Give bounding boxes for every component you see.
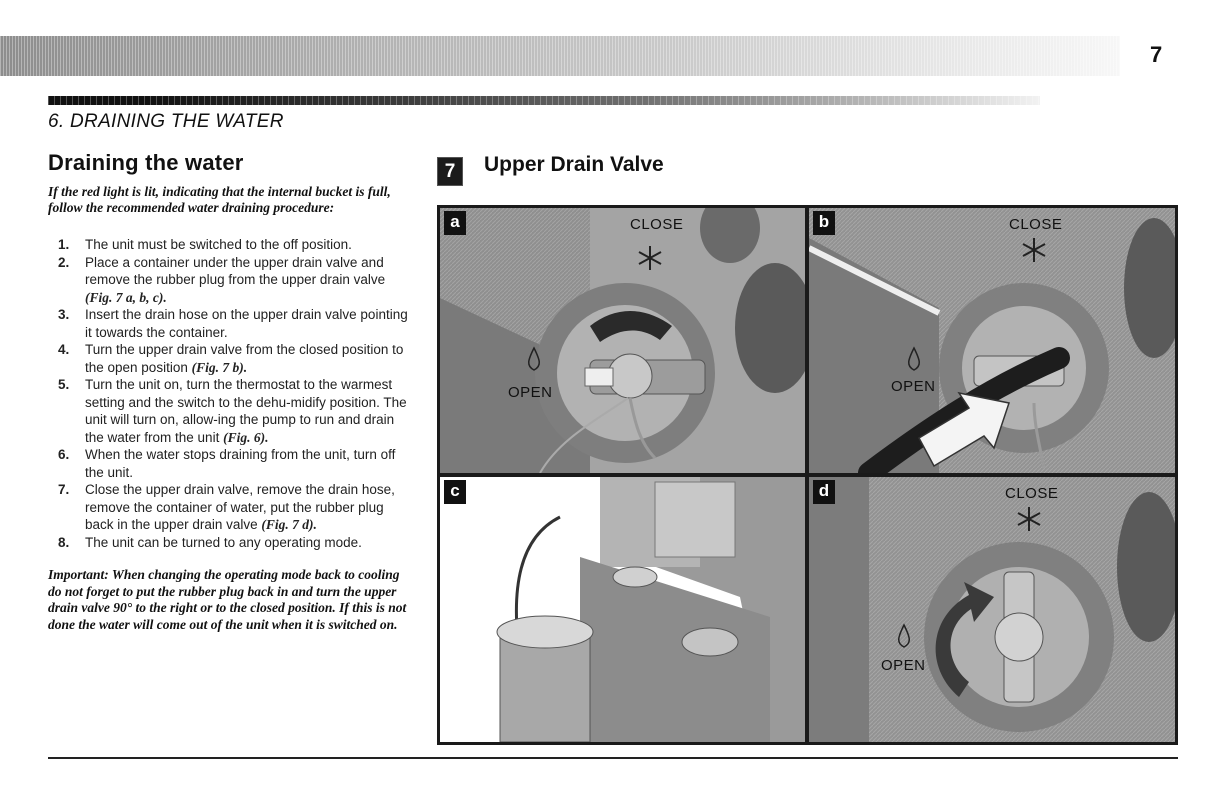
important-note: Important: When changing the operating mode back to cooling do not forget to put the rubber plug back in and turn the upper drain valve 90° to the right or to the closed position. If this is not done the water will come out of the unit when it is switched on. xyxy=(48,567,407,632)
step-item xyxy=(48,376,408,446)
step-body: Turn the upper drain valve from the closed position to the open position xyxy=(85,342,404,375)
page-number: 7 xyxy=(1150,42,1163,67)
panel-letter: b xyxy=(813,211,835,235)
step-item xyxy=(48,254,408,307)
footer-rule xyxy=(48,757,1178,759)
step-body: Place a container under the upper drain valve and remove the rubber plug from the upper drain valve xyxy=(85,254,386,287)
step-fig-ref: (Fig. 7 a, b, c). xyxy=(85,289,167,305)
open-label: OPEN xyxy=(508,384,553,401)
step-body: The unit must be switched to the off position. xyxy=(85,237,352,252)
panel-c-illustration xyxy=(440,477,805,742)
panel-a-illustration xyxy=(440,208,805,473)
step-fig-ref: (Fig. 7 d). xyxy=(261,517,317,532)
panel-letter: d xyxy=(813,480,835,504)
figure-panel-b xyxy=(809,208,1175,473)
open-label: OPEN xyxy=(881,657,926,674)
figure-title: Upper Drain Valve xyxy=(484,153,664,176)
figure-panel-d xyxy=(809,477,1175,742)
panel-letter: c xyxy=(444,480,466,504)
panel-b-illustration xyxy=(809,208,1175,473)
step-text xyxy=(85,446,408,481)
instructions-column xyxy=(48,150,408,633)
step-number: 6. xyxy=(58,447,70,462)
step-text xyxy=(85,376,408,446)
step-text xyxy=(85,236,408,254)
step-number: 5. xyxy=(58,377,70,392)
step-number: 7. xyxy=(58,482,70,497)
header-decorative-band xyxy=(0,36,1120,76)
drain-valve-figure xyxy=(437,205,1178,745)
close-label: CLOSE xyxy=(1009,216,1063,233)
step-item xyxy=(48,534,408,552)
figure-panel-c xyxy=(440,477,805,742)
close-label: CLOSE xyxy=(1005,485,1059,502)
step-item xyxy=(48,341,408,376)
intro-text: If the red light is lit, indicating that the internal bucket is full, follow the recommended water draining procedure: xyxy=(48,184,391,215)
header-rule xyxy=(48,96,1040,105)
section-title: 6. DRAINING THE WATER xyxy=(48,111,284,132)
step-fig-ref: (Fig. 6). xyxy=(223,429,269,445)
step-number: 2. xyxy=(58,254,70,270)
step-number: 4. xyxy=(58,342,70,357)
panel-letter: a xyxy=(444,211,466,235)
steps-list xyxy=(48,236,408,551)
step-item xyxy=(48,236,408,254)
step-body: Close the upper drain valve, remove the drain hose, remove the container of water, put the rubber plug back in the upper drain valve xyxy=(85,482,395,532)
open-label: OPEN xyxy=(891,378,936,395)
instructions-heading: Draining the water xyxy=(48,150,244,175)
step-text xyxy=(85,341,408,376)
figure-number-badge: 7 xyxy=(437,157,463,186)
step-number: 3. xyxy=(58,307,70,322)
step-item xyxy=(48,306,408,341)
step-item xyxy=(48,446,408,481)
panel-d-illustration xyxy=(809,477,1175,742)
step-body: Insert the drain hose on the upper drain valve pointing it towards the container. xyxy=(85,307,408,340)
figure-panel-a xyxy=(440,208,805,473)
step-number: 1. xyxy=(58,237,70,252)
close-label: CLOSE xyxy=(630,216,684,233)
step-body: When the water stops draining from the unit, turn off the unit. xyxy=(85,447,396,480)
step-text xyxy=(85,534,408,552)
step-item xyxy=(48,481,408,534)
step-text xyxy=(85,254,408,307)
step-fig-ref: (Fig. 7 b). xyxy=(191,359,248,375)
step-text xyxy=(85,481,408,534)
step-body: Turn the unit on, turn the thermostat to the warmest setting and the switch to the dehu-midify position. The unit will turn on, allow-ing the pump to run and drain the water from the unit xyxy=(85,377,407,445)
step-body: The unit can be turned to any operating mode. xyxy=(85,534,362,550)
step-text xyxy=(85,306,408,341)
step-number: 8. xyxy=(58,534,70,550)
